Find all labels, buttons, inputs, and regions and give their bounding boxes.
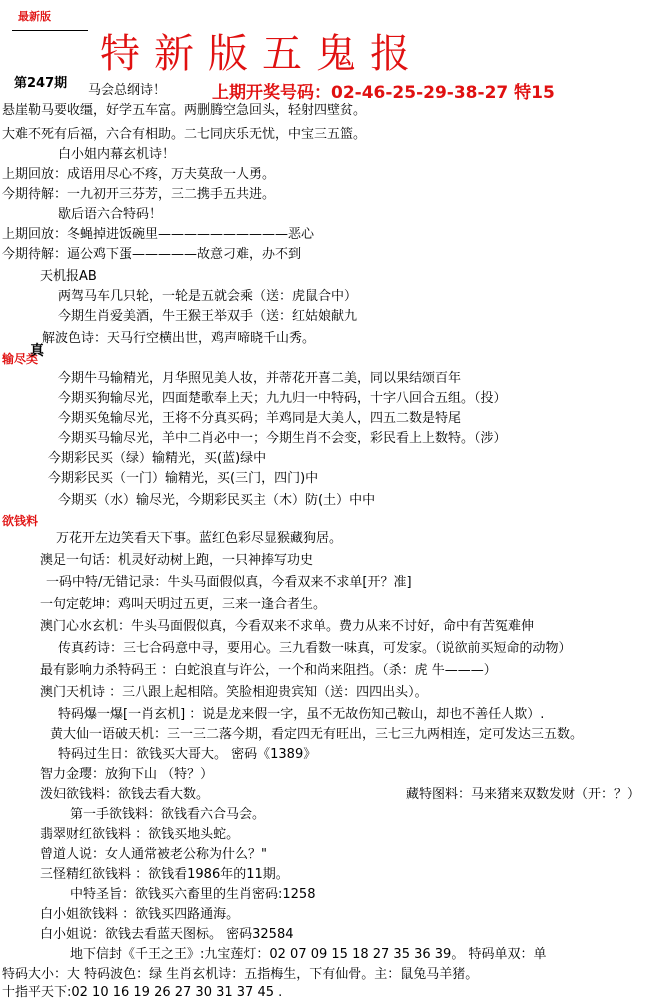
text-line: 智力金璎：放狗下山 （特？）	[40, 767, 214, 782]
text-line: 曾道人说：女人通常被老公称为什么？"	[40, 847, 267, 862]
side-label-zhen: 真	[30, 343, 44, 359]
text-line: 白小姐欲钱料 ：欲钱买四路通海。	[40, 907, 240, 922]
text-line: 传真药诗：三七合码意中寻，要用心。三九看数一味真，可发家。（说欲前买短命的动物）	[58, 641, 572, 656]
side-label-want-money: 欲钱料	[2, 514, 39, 528]
text-line: 一句定乾坤：鸡叫天明过五更，三来一逢合者生。	[40, 597, 327, 612]
text-line: 一码中特/无错记录：牛头马面假似真，今看双来不求单[开？准]	[46, 575, 412, 590]
version-badge: 最新版	[18, 10, 51, 23]
text-line: 今期买（水）输尽光，今期彩民买主（木）防(土）中中	[58, 493, 376, 508]
text-line: 翡翠财红欲钱料 ：欲钱买地头蛇。	[40, 827, 240, 842]
text-line: 悬崖勒马要收缰，好学五车富。两删腾空急回头，轻射四壁贫。	[2, 103, 367, 118]
text-line: 十指平天下:02 10 16 19 26 27 30 31 37 45 .	[2, 985, 283, 1000]
text-line: 上期回放：冬蝇掉进饭碗里——————————恶心	[2, 227, 315, 242]
text-line: 第一手欲钱料：欲钱看六合马会。	[70, 807, 266, 822]
text-line: 今期彩民买（绿）输精光，买(蓝)绿中	[48, 451, 267, 466]
side-label-lose: 输尽类	[2, 352, 39, 366]
text-line: 今期买兔输尽光，王将不分真买码；羊鸡同是大美人，四五二数是特尾	[58, 411, 462, 426]
text-line: 泼妇欲钱料：欲钱去看大数。	[40, 787, 210, 802]
text-line: 马会总纲诗！	[88, 83, 167, 98]
text-line: 今期生肖爱美酒，牛王猴王举双手（送：红姑娘献九	[58, 309, 358, 324]
text-line: 今期待解：逼公鸡下蛋—————故意刁难，办不到	[2, 247, 302, 262]
text-line: 今期彩民买（一门）输精光，买(三门，四门)中	[48, 471, 319, 486]
text-line: 今期买马输尽光，羊中二肖必中一；今期生肖不会变，彩民看上上数特。（涉）	[58, 431, 507, 446]
text-line: 中特圣旨：欲钱买六畜里的生肖密码:1258	[70, 887, 316, 902]
text-line: 白小姐内幕玄机诗！	[58, 147, 176, 162]
text-line: 地下信封《千王之王》:九宝莲灯：02 07 09 15 18 27 35 36 39。 特码单双：单	[70, 947, 547, 962]
text-line: 澳门心水玄机：牛头马面假似真，今看双来不求单。费力从来不讨好，命中有苦冤难伸	[40, 619, 535, 634]
page-title: 特新版五鬼报	[100, 31, 424, 77]
text-line: 天机报AB	[40, 269, 97, 284]
text-line: 上期回放：成语用尽心不疼，万夫莫敌一人勇。	[2, 167, 276, 182]
text-line: 解波色诗：天马行空横出世，鸡声啼晓千山秀。	[42, 331, 316, 346]
text-line: 三怪精红欲钱料 ：欲钱看1986年的11期。	[40, 867, 289, 882]
text-line: 今期牛马输精光，月华照见美人妆，并蒂花开喜二美，同以果结颂百年	[58, 371, 462, 386]
text-line: 特码过生日：欲钱买大哥大。 密码《1389》	[58, 747, 317, 762]
text-line: 万花开左边笑看天下事。蓝红色彩尽显猴藏狗居。	[56, 531, 343, 546]
text-line: 黄大仙一语破天机：三一三二落今期，看定四无有旺出，三七三九两相连，定可发达三五数。	[50, 727, 584, 742]
text-line: 歇后语六合特码！	[58, 207, 163, 222]
text-line: 白小姐说：欲钱去看蓝天图标。 密码32584	[40, 927, 294, 942]
last-draw-result: 上期开奖号码：02-46-25-29-38-27 特15	[212, 83, 555, 103]
text-line: 今期买狗输尽光，四面楚歌奉上天；九九归一中特码，十字八回合五组。（投）	[58, 391, 507, 406]
badge-underline	[12, 30, 88, 31]
text-line: 两驾马车几只轮，一轮是五就会乘（送：虎鼠合中）	[58, 289, 358, 304]
text-line: 特码爆一爆[一肖玄机] ：说是龙来假一字，虽不无故伤知己鞍山，却也不善任人欺）.	[58, 707, 545, 722]
text-line: 今期待解：一九初开三芬芳，三二携手五共进。	[2, 187, 276, 202]
issue-number: 第247期	[14, 76, 68, 91]
text-line: 澳足一句话：机灵好动树上跑，一只神捧写功史	[40, 553, 314, 568]
text-line: 大难不死有后福，六合有相助。二七同庆乐无忧，中宝三五篮。	[2, 127, 367, 142]
text-line: 澳门天机诗 ：三八跟上起相陪。笑脸相迎贵宾知（送：四四出头）。	[40, 685, 428, 700]
text-line: 藏特图料：马来猪来双数发财（开：？）	[406, 787, 641, 802]
text-line: 特码大小：大 特码波色：绿 生肖玄机诗：五指梅生，下有仙骨。主：鼠兔马羊猪。	[2, 967, 479, 982]
text-line: 最有影响力杀特码王 ：白蛇浪直与许公，一个和尚来阻挡。（杀：虎 牛———）	[40, 663, 497, 678]
